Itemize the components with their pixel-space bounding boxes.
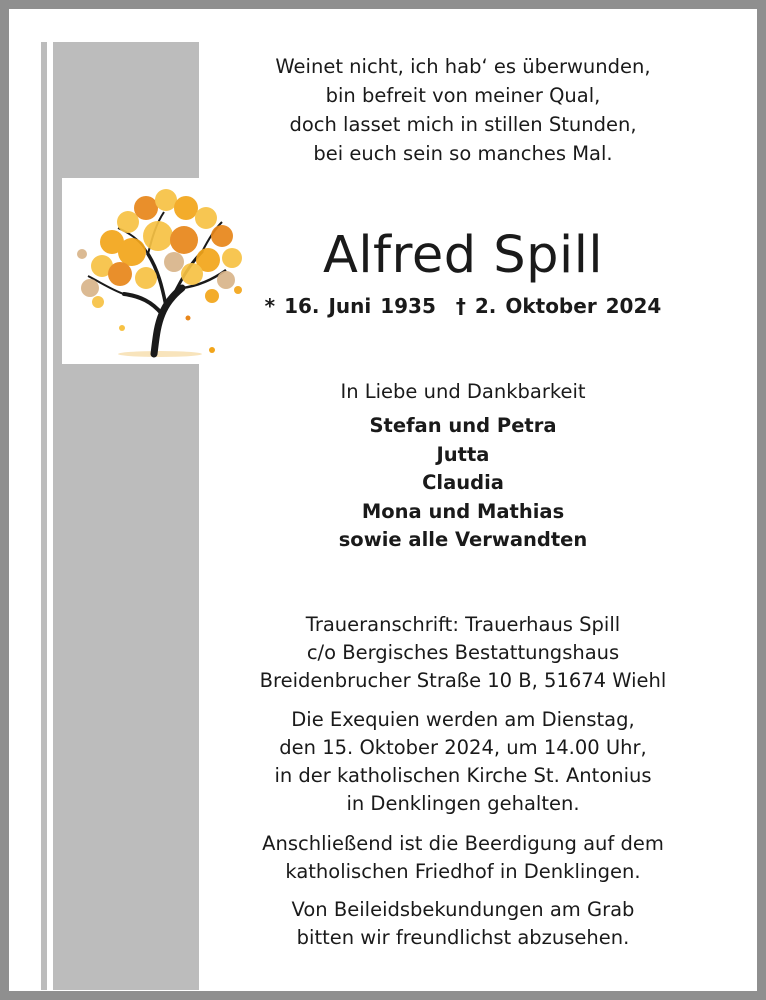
address-line: Breidenbrucher Straße 10 B, 51674 Wiehl xyxy=(259,669,667,692)
poem-line: doch lasset mich in stillen Stunden, xyxy=(289,113,637,136)
deceased-name: Alfred Spill xyxy=(322,226,604,285)
death-date: † 2. Oktober 2024 xyxy=(455,294,662,318)
family-member: sowie alle Verwandten xyxy=(338,528,588,551)
family-member: Claudia xyxy=(422,471,504,494)
condolence-notice xyxy=(230,896,696,952)
condolence-line: Von Beileidsbekundungen am Grab xyxy=(291,898,635,921)
poem-line: Weinet nicht, ich hab‘ es überwunden, xyxy=(275,55,651,78)
exequien-line: in der katholischen Kirche St. Antonius xyxy=(274,764,652,787)
burial-line: katholischen Friedhof in Denklingen. xyxy=(285,860,641,883)
mourning-address xyxy=(230,611,696,695)
exequien-notice xyxy=(230,706,696,818)
address-line: Traueranschrift: Trauerhaus Spill xyxy=(305,613,621,636)
birth-date: * 16. Juni 1935 xyxy=(264,294,436,318)
family-list xyxy=(230,412,696,555)
poem xyxy=(230,52,696,168)
poem-line: bin befreit von meiner Qual, xyxy=(325,84,601,107)
life-dates xyxy=(230,292,696,320)
exequien-line: in Denklingen gehalten. xyxy=(346,792,580,815)
exequien-line: den 15. Oktober 2024, um 14.00 Uhr, xyxy=(279,736,647,759)
address-line: c/o Bergisches Bestattungshaus xyxy=(306,641,620,664)
burial-line: Anschließend ist die Beerdigung auf dem xyxy=(262,832,664,855)
condolence-line: bitten wir freundlichst abzusehen. xyxy=(296,926,630,949)
burial-notice xyxy=(230,830,696,886)
autumn-tree-icon xyxy=(62,178,246,364)
exequien-line: Die Exequien werden am Dienstag, xyxy=(291,708,635,731)
family-member: Stefan und Petra xyxy=(369,414,557,437)
family-member: Mona und Mathias xyxy=(361,499,565,523)
family-member: Jutta xyxy=(436,442,490,466)
dedication: In Liebe und Dankbarkeit xyxy=(340,380,586,403)
poem-line: bei euch sein so manches Mal. xyxy=(313,142,613,165)
side-bar-thin xyxy=(41,42,47,990)
